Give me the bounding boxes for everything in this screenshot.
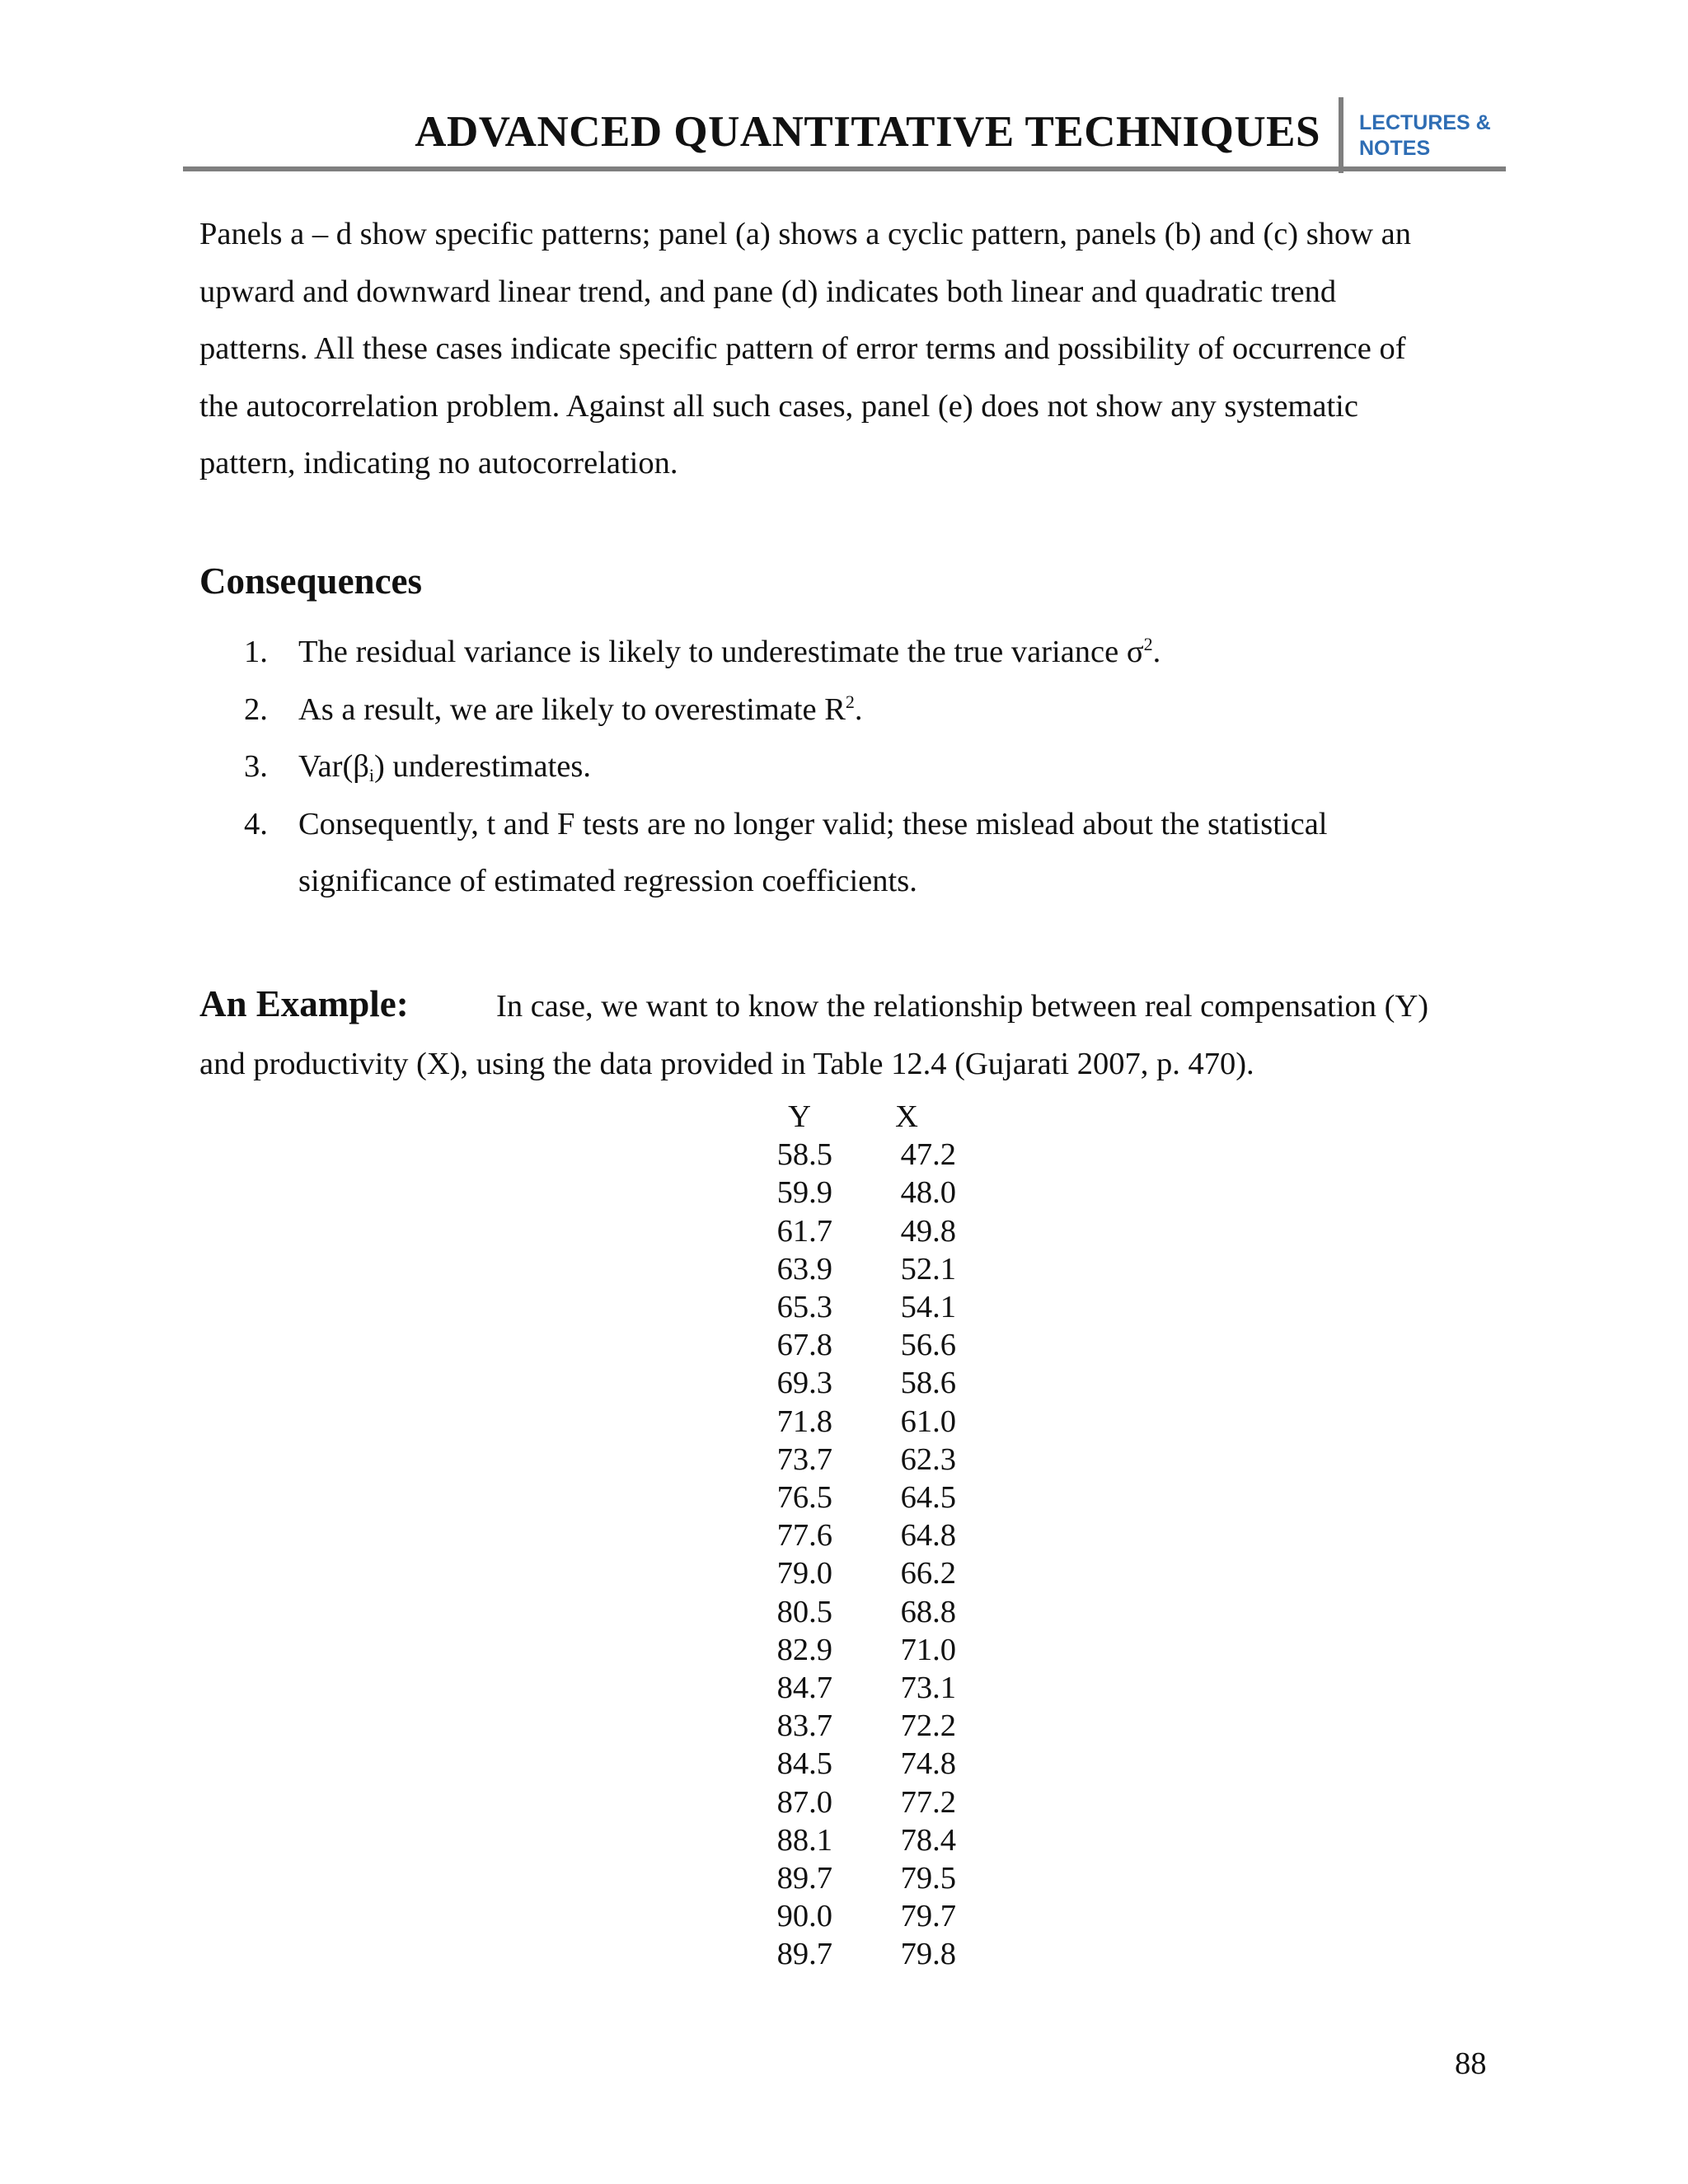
cell-x: 79.8 xyxy=(900,1937,956,1972)
consequences-heading: Consequences xyxy=(199,560,423,602)
cell-y: 67.8 xyxy=(776,1328,832,1363)
header-subtitle-line2: NOTES xyxy=(1359,137,1431,160)
example-paragraph xyxy=(199,975,1502,1093)
table-row xyxy=(758,1935,956,1973)
cell-y: 82.9 xyxy=(776,1632,832,1667)
cell-y: 90.0 xyxy=(776,1899,832,1934)
intro-line: pattern, indicating no autocorrelation. xyxy=(199,446,678,480)
cell-x: 73.1 xyxy=(900,1671,956,1706)
intro-line: Panels a – d show specific patterns; panel (a) shows a cyclic pattern, panels (b) and (c) show an xyxy=(199,217,1411,251)
example-line: In case, we want to know the relationship between real compensation (Y) xyxy=(496,989,1429,1024)
list-number: 2. xyxy=(244,691,268,727)
list-item xyxy=(244,682,1480,739)
list-text: Consequently, t and F tests are no longer valid; these mislead about the statistical xyxy=(298,806,1328,841)
superscript: 2 xyxy=(845,691,855,712)
table-row xyxy=(758,1745,956,1783)
cell-y: 59.9 xyxy=(776,1175,832,1211)
consequences-list xyxy=(244,624,1480,911)
list-text-continued: significance of estimated regression coefficients. xyxy=(298,864,917,898)
cell-x: 62.3 xyxy=(900,1441,956,1477)
cell-y: 73.7 xyxy=(776,1441,832,1477)
cell-y: 63.9 xyxy=(776,1251,832,1286)
cell-x: 64.5 xyxy=(900,1480,956,1516)
table-row xyxy=(758,1403,956,1441)
cell-x: 54.1 xyxy=(900,1290,956,1325)
table-row xyxy=(758,1516,956,1554)
cell-x: 74.8 xyxy=(900,1746,956,1782)
cell-y: 61.7 xyxy=(776,1213,832,1249)
cell-y: 88.1 xyxy=(776,1822,832,1858)
table-row xyxy=(758,1821,956,1859)
intro-line: upward and downward linear trend, and pane (d) indicates both linear and quadratic trend xyxy=(199,274,1337,309)
cell-x: 48.0 xyxy=(900,1175,956,1211)
cell-y: 77.6 xyxy=(776,1518,832,1554)
cell-x: 58.6 xyxy=(900,1366,956,1401)
table-row xyxy=(758,1212,956,1250)
header-divider xyxy=(1339,97,1343,173)
cell-y: 89.7 xyxy=(776,1937,832,1972)
cell-y: 89.7 xyxy=(776,1861,832,1896)
intro-paragraph xyxy=(199,206,1485,493)
cell-x: 72.2 xyxy=(900,1708,956,1744)
table-row xyxy=(758,1593,956,1631)
header-subtitle-line1: LECTURES & xyxy=(1359,111,1491,134)
cell-x: 61.0 xyxy=(900,1404,956,1439)
cell-x: 56.6 xyxy=(900,1328,956,1363)
example-heading: An Example: xyxy=(199,983,409,1024)
cell-x: 66.2 xyxy=(900,1556,956,1591)
list-tail: ) underestimates. xyxy=(373,749,591,784)
list-item xyxy=(244,738,1480,796)
list-text: Var(β xyxy=(298,749,369,784)
table-row xyxy=(758,1631,956,1669)
cell-x: 52.1 xyxy=(900,1251,956,1286)
list-number: 4. xyxy=(244,806,268,841)
table-row xyxy=(758,1364,956,1402)
intro-line: patterns. All these cases indicate specific pattern of error terms and possibility of occurrence of xyxy=(199,331,1406,366)
table-row xyxy=(758,1707,956,1745)
header-subtitle xyxy=(1359,110,1491,162)
subscript: i xyxy=(368,765,374,785)
page-header xyxy=(183,97,1506,173)
cell-y: 83.7 xyxy=(776,1708,832,1744)
cell-y: 65.3 xyxy=(776,1290,832,1325)
list-text: The residual variance is likely to underestimate the true variance σ xyxy=(298,635,1144,669)
superscript: 2 xyxy=(1143,634,1153,654)
table-row xyxy=(758,1326,956,1364)
intro-line: the autocorrelation problem. Against all such cases, panel (e) does not show any systematic xyxy=(199,388,1358,424)
list-tail: . xyxy=(854,691,863,727)
cell-x: 79.7 xyxy=(900,1899,956,1934)
list-item xyxy=(244,796,1480,911)
cell-x: 77.2 xyxy=(900,1784,956,1820)
list-number: 3. xyxy=(244,749,268,784)
cell-x: 64.8 xyxy=(900,1518,956,1554)
column-header-y: Y xyxy=(788,1099,811,1134)
header-title: ADVANCED QUANTITATIVE TECHNIQUES xyxy=(415,108,1320,156)
data-table xyxy=(758,1098,956,1974)
cell-y: 71.8 xyxy=(776,1404,832,1439)
cell-x: 49.8 xyxy=(900,1213,956,1249)
table-row xyxy=(758,1288,956,1326)
table-row xyxy=(758,1554,956,1592)
cell-x: 79.5 xyxy=(900,1861,956,1896)
cell-x: 47.2 xyxy=(900,1137,956,1173)
cell-x: 78.4 xyxy=(900,1822,956,1858)
cell-x: 71.0 xyxy=(900,1632,956,1667)
table-row xyxy=(758,1441,956,1479)
cell-y: 80.5 xyxy=(776,1594,832,1629)
column-header-x: X xyxy=(895,1099,918,1134)
cell-y: 84.5 xyxy=(776,1746,832,1782)
table-row xyxy=(758,1859,956,1897)
header-rule xyxy=(183,166,1506,171)
table-row xyxy=(758,1479,956,1516)
cell-y: 87.0 xyxy=(776,1784,832,1820)
list-tail: . xyxy=(1152,635,1161,669)
cell-y: 58.5 xyxy=(776,1137,832,1173)
table-row xyxy=(758,1669,956,1707)
cell-y: 79.0 xyxy=(776,1556,832,1591)
list-number: 1. xyxy=(244,635,268,669)
list-item xyxy=(244,624,1480,682)
page-number: 88 xyxy=(1455,2046,1487,2081)
cell-y: 84.7 xyxy=(776,1671,832,1706)
list-text: As a result, we are likely to overestimate R xyxy=(298,691,846,727)
cell-y: 76.5 xyxy=(776,1480,832,1516)
table-row xyxy=(758,1250,956,1288)
cell-y: 69.3 xyxy=(776,1366,832,1401)
table-row xyxy=(758,1897,956,1935)
cell-x: 68.8 xyxy=(900,1594,956,1629)
example-line: and productivity (X), using the data provided in Table 12.4 (Gujarati 2007, p. 470). xyxy=(199,1047,1254,1081)
table-body xyxy=(758,1136,956,1973)
table-header-row xyxy=(758,1098,956,1136)
table-row xyxy=(758,1783,956,1821)
table-row xyxy=(758,1136,956,1174)
table-row xyxy=(758,1174,956,1212)
